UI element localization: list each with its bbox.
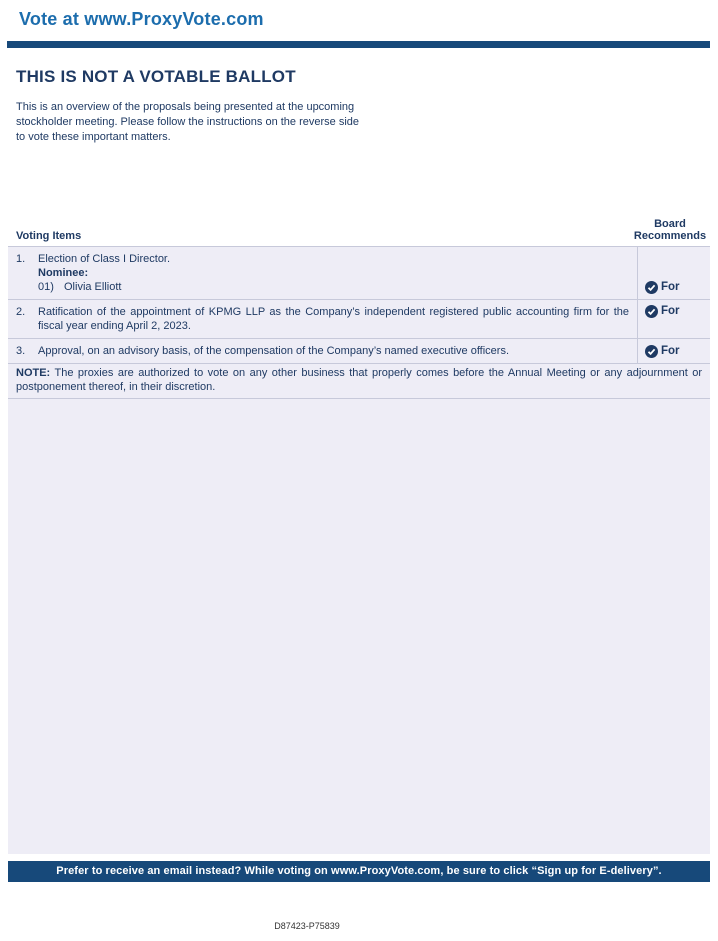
check-circle-icon xyxy=(645,281,658,294)
item-1-recommendation: For xyxy=(661,281,680,293)
item-1-nominee-label: Nominee: xyxy=(38,267,89,279)
item-2-number: 2. xyxy=(16,306,26,318)
item-3-number: 3. xyxy=(16,345,26,357)
board-recommends-line1: Board xyxy=(654,218,686,230)
item-3-text: Approval, on an advisory basis, of the compensation of the Company’s named executive officers. xyxy=(38,345,510,357)
item-1-text: Election of Class I Director. xyxy=(38,253,171,265)
item-1-number: 1. xyxy=(16,253,26,265)
item-3-recommendation: For xyxy=(661,345,680,357)
voting-table-header xyxy=(16,219,710,242)
empty-panel xyxy=(8,399,710,854)
voting-item-row-3 xyxy=(8,339,710,364)
document-id-container xyxy=(0,916,614,934)
note-text xyxy=(8,364,710,398)
check-circle-icon xyxy=(645,345,658,358)
item-2-recommendation: For xyxy=(661,305,680,317)
item-2-cell xyxy=(8,300,637,338)
item-1-cell xyxy=(8,247,637,299)
voting-item-row-2 xyxy=(8,300,710,339)
page-title: Vote at www.ProxyVote.com xyxy=(19,9,264,29)
item-2-recommendation-cell xyxy=(637,300,710,338)
note-body: The proxies are authorized to vote on any other business that properly comes before the Annual Meeting or any adjournment or postponement thereof, in their discretion. xyxy=(16,367,702,393)
voting-items-label: Voting Items xyxy=(16,230,82,242)
voting-table xyxy=(8,246,710,399)
header-rule xyxy=(7,41,710,48)
item-3-cell xyxy=(8,339,637,363)
note-label: NOTE: xyxy=(16,367,51,379)
voting-item-row-1 xyxy=(8,247,710,300)
nominee-number: 01) xyxy=(38,281,54,293)
intro-text: This is an overview of the proposals being presented at the upcoming stockholder meeting. Please follow the instructions on the reverse side to vote these important matters. xyxy=(16,101,360,143)
not-votable-heading: THIS IS NOT A VOTABLE BALLOT xyxy=(16,67,296,86)
note-row xyxy=(8,364,710,399)
item-3-recommendation-cell xyxy=(637,339,710,363)
item-1-nominee xyxy=(38,280,629,294)
board-recommends-line2: Recommends xyxy=(633,229,707,242)
ballot-page xyxy=(0,9,718,941)
board-recommends-label xyxy=(630,219,710,242)
check-circle-icon xyxy=(645,305,658,318)
document-id: D87423-P75839 xyxy=(274,921,340,931)
nominee-name: Olivia Elliott xyxy=(64,281,122,293)
edelivery-banner: Prefer to receive an email instead? While voting on www.ProxyVote.com, be sure to click “Sign up for E-delivery”. xyxy=(8,861,710,882)
item-1-recommendation-cell xyxy=(637,247,710,299)
item-2-text: Ratification of the appointment of KPMG LLP as the Company’s independent registered public accounting firm for the fiscal year ending April 2, 2023. xyxy=(38,306,629,332)
